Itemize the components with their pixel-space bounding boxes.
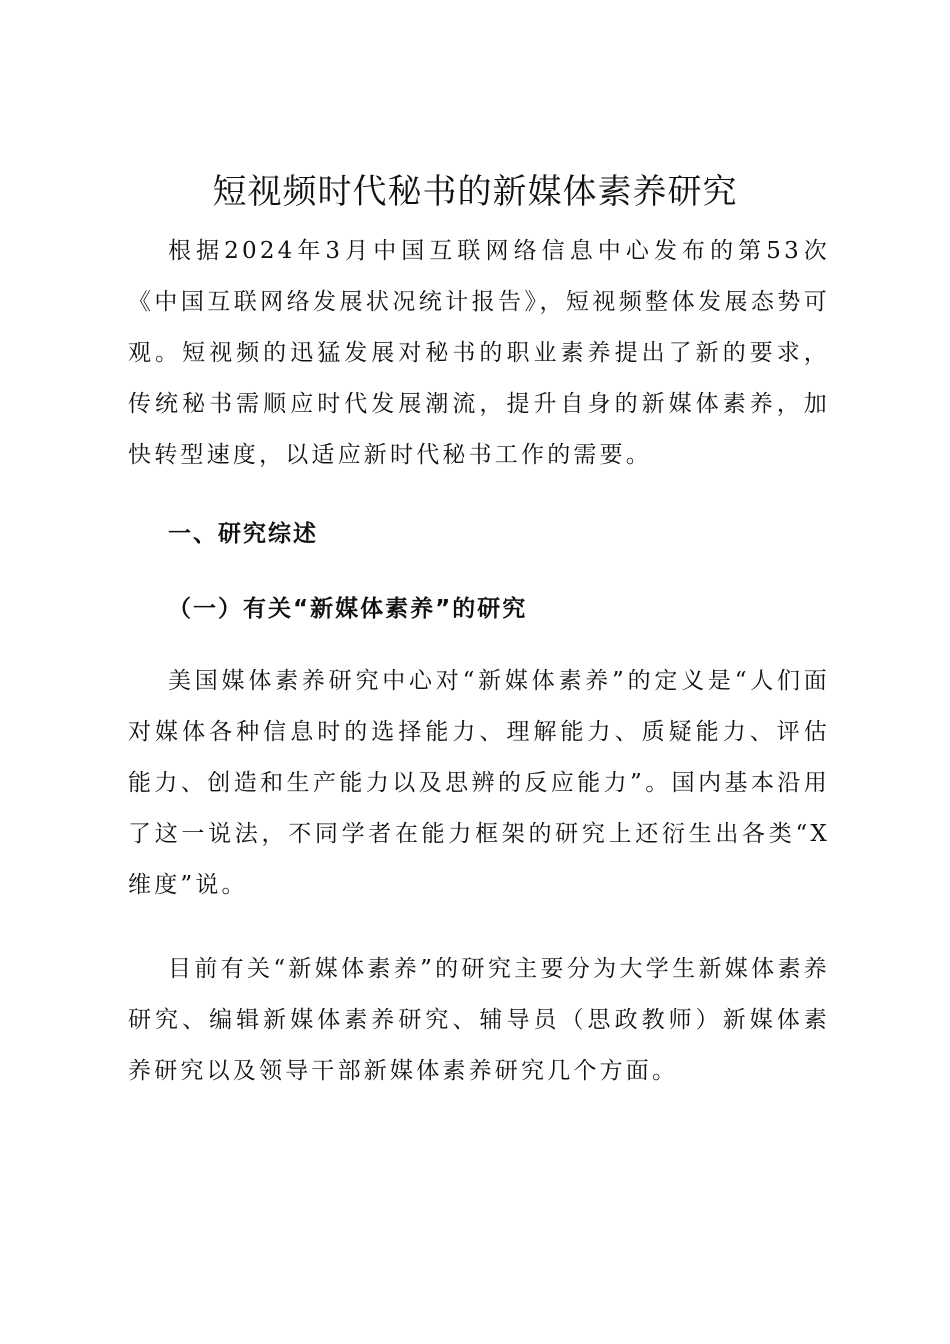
- research-directions-paragraph: 目前有关“新媒体素养”的研究主要分为大学生新媒体素养研究、编辑新媒体素养研究、辅导员（思政教师）新媒体素养研究以及领导干部新媒体素养研究几个方面。: [128, 956, 830, 1084]
- definition-paragraph: 美国媒体素养研究中心对“新媒体素养”的定义是“人们面对媒体各种信息时的选择能力、理解能力、质疑能力、评估能力、创造和生产能力以及思辨的反应能力”。国内基本沿用了这一说法，不同学者在能力框架的研究上还衍生出各类“X维度”说。: [128, 668, 830, 898]
- section-heading-research-review: 一、研究综述: [168, 521, 318, 547]
- document-title: 短视频时代秘书的新媒体素养研究: [212, 172, 738, 212]
- subsection-heading-new-media-literacy: （一）有关“新媒体素养”的研究: [168, 596, 528, 622]
- intro-paragraph: 根据2024年3月中国互联网络信息中心发布的第53次《中国互联网络发展状况统计报告》，短视频整体发展态势可观。短视频的迅猛发展对秘书的职业素养提出了新的要求，传统秘书需顺应时代发展潮流，提升自身的新媒体素养，加快转型速度，以适应新时代秘书工作的需要。: [128, 238, 830, 468]
